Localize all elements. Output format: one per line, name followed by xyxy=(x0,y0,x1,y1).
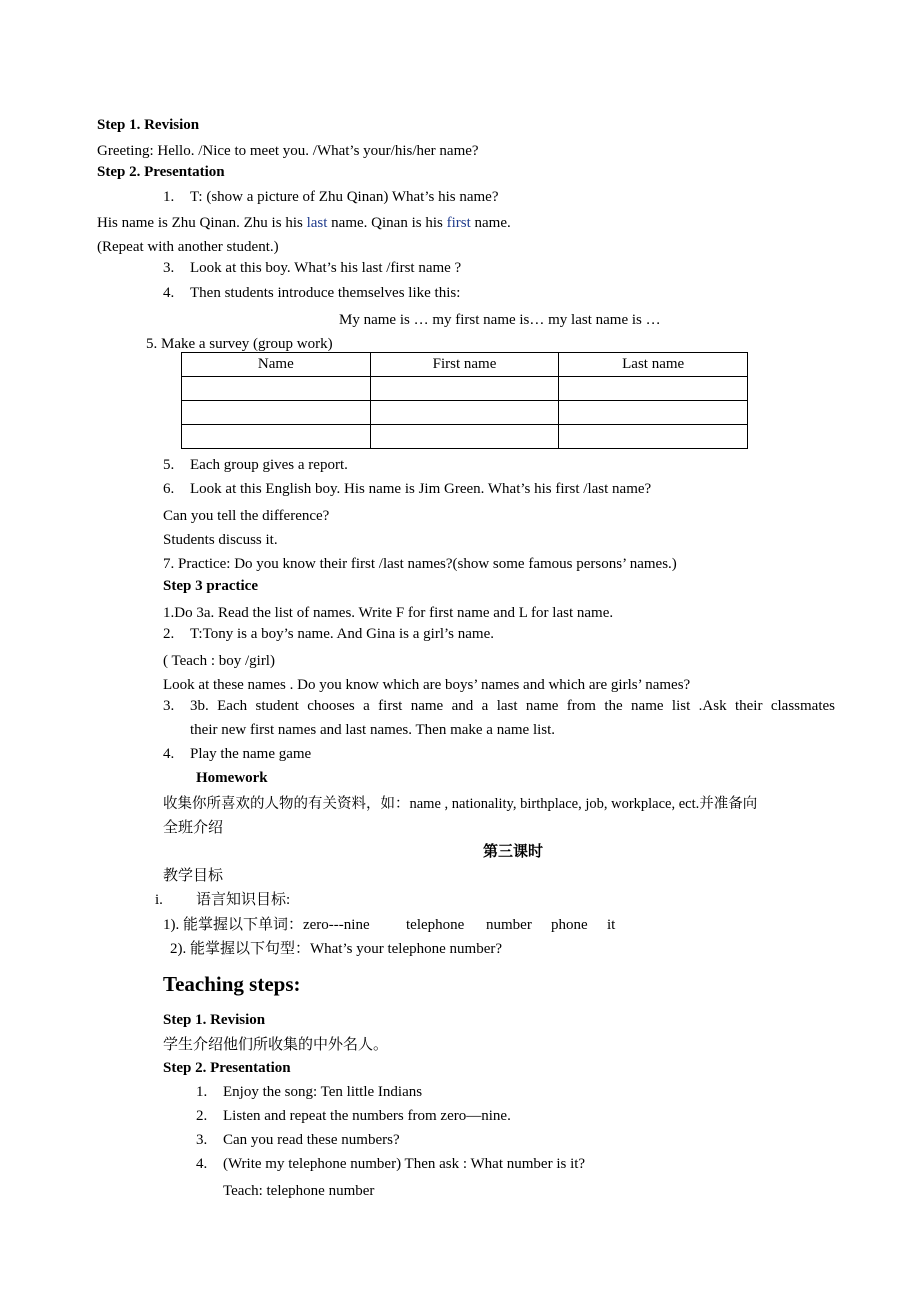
sentence-pattern: My name is … my first name is… my last name is … xyxy=(339,312,661,328)
item-number: 3. xyxy=(163,698,175,714)
repeat-note: (Repeat with another student.) xyxy=(97,239,279,255)
step1-revision-heading: Step 1. Revision xyxy=(97,117,200,133)
item-number: 6. xyxy=(163,481,175,497)
header-last-name: Last name xyxy=(559,353,748,377)
list-item: 3b. Each student chooses a first name and a last name from the name list .Ask their classmates xyxy=(190,698,835,714)
table-row xyxy=(182,377,748,401)
text-segment: His name is Zhu Qinan. Zhu is his xyxy=(97,215,307,231)
teach-note: ( Teach : boy /girl) xyxy=(163,653,275,669)
list-item: T: (show a picture of Zhu Qinan) What’s his name? xyxy=(190,189,499,205)
survey-title: 5. Make a survey (group work) xyxy=(146,336,333,352)
highlight-last: last xyxy=(306,215,328,231)
teaching-steps-heading: Teaching steps: xyxy=(163,972,301,996)
list-item: Look at this boy. What’s his last /first name ? xyxy=(190,260,462,276)
homework-text-continuation: 全班介绍 xyxy=(163,820,224,836)
table-row xyxy=(182,425,748,449)
table-cell xyxy=(559,425,748,449)
survey-table xyxy=(181,352,748,449)
item-number: 2. xyxy=(196,1108,208,1124)
discuss-line: Students discuss it. xyxy=(163,532,278,548)
vocab-word: it xyxy=(607,917,616,933)
item-number: 1. xyxy=(163,189,175,205)
look-names-line: Look at these names . Do you know which are boys’ names and which are girls’ names? xyxy=(163,677,691,693)
vocab-word: number xyxy=(486,917,532,933)
item-number: 2. xyxy=(163,626,175,642)
difference-question: Can you tell the difference? xyxy=(163,508,330,524)
text-segment: name. xyxy=(470,215,511,231)
table-header-row xyxy=(182,353,748,377)
list-item: Enjoy the song: Ten little Indians xyxy=(223,1084,423,1100)
list-item: Each group gives a report. xyxy=(190,457,348,473)
table-cell xyxy=(182,401,371,425)
table-cell xyxy=(370,425,559,449)
list-item: T:Tony is a boy’s name. And Gina is a girl’s name. xyxy=(190,626,494,642)
table-cell xyxy=(182,425,371,449)
step2-presentation-heading: Step 2. Presentation xyxy=(97,164,225,180)
vocab-word: phone xyxy=(551,917,588,933)
objective-sentence: 2). 能掌握以下句型：What’s your telephone number? xyxy=(170,941,503,957)
list-item: (Write my telephone number) Then ask : What number is it? xyxy=(223,1156,586,1172)
item-number: 3. xyxy=(196,1132,208,1148)
table-cell xyxy=(559,377,748,401)
homework-text: 收集你所喜欢的人物的有关资料，如：name , nationality, birthplace, job, workplace, ect.并准备向 xyxy=(163,796,758,812)
table-row xyxy=(182,401,748,425)
table-cell xyxy=(370,377,559,401)
header-name: Name xyxy=(182,353,371,377)
item-number: i. xyxy=(155,892,163,908)
lesson3-title: 第三课时 xyxy=(483,844,544,860)
item-number: 5. xyxy=(163,457,175,473)
practice-line: 7. Practice: Do you know their first /last names?(show some famous persons’ names.) xyxy=(163,556,677,572)
item-number: 3. xyxy=(163,260,175,276)
header-first-name: First name xyxy=(370,353,559,377)
item-number: 4. xyxy=(163,746,175,762)
name-explanation-line xyxy=(97,214,511,232)
objectives-heading: 教学目标 xyxy=(163,868,224,884)
list-item: Can you read these numbers? xyxy=(223,1132,400,1148)
objective-vocab: 1). 能掌握以下单词：zero---nine xyxy=(163,917,370,933)
do-3a-line: 1.Do 3a. Read the list of names. Write F for first name and L for last name. xyxy=(163,605,614,621)
table-cell xyxy=(559,401,748,425)
list-item: Then students introduce themselves like this: xyxy=(190,285,461,301)
list-item: Play the name game xyxy=(190,746,312,762)
table-cell xyxy=(370,401,559,425)
step1-revision-heading: Step 1. Revision xyxy=(163,1012,266,1028)
text-segment: name. Qinan is his xyxy=(327,215,447,231)
item-number: 1. xyxy=(196,1084,208,1100)
teach-phone-line: Teach: telephone number xyxy=(223,1183,375,1199)
vocab-word: telephone xyxy=(406,917,465,933)
highlight-first: first xyxy=(446,215,471,231)
list-item: Look at this English boy. His name is Jim Green. What’s his first /last name? xyxy=(190,481,652,497)
objective-item: 语言知识目标: xyxy=(196,892,291,908)
table-cell xyxy=(182,377,371,401)
item-number: 4. xyxy=(163,285,175,301)
greeting-line: Greeting: Hello. /Nice to meet you. /What’s your/his/her name? xyxy=(97,143,479,159)
step3-practice-heading: Step 3 practice xyxy=(163,578,258,594)
homework-heading: Homework xyxy=(196,770,268,786)
step2-presentation-heading: Step 2. Presentation xyxy=(163,1060,291,1076)
item-number: 4. xyxy=(196,1156,208,1172)
list-item: Listen and repeat the numbers from zero—nine. xyxy=(223,1108,511,1124)
revision-text: 学生介绍他们所收集的中外名人。 xyxy=(163,1037,389,1053)
list-item-continuation: their new first names and last names. Then make a name list. xyxy=(190,722,556,738)
